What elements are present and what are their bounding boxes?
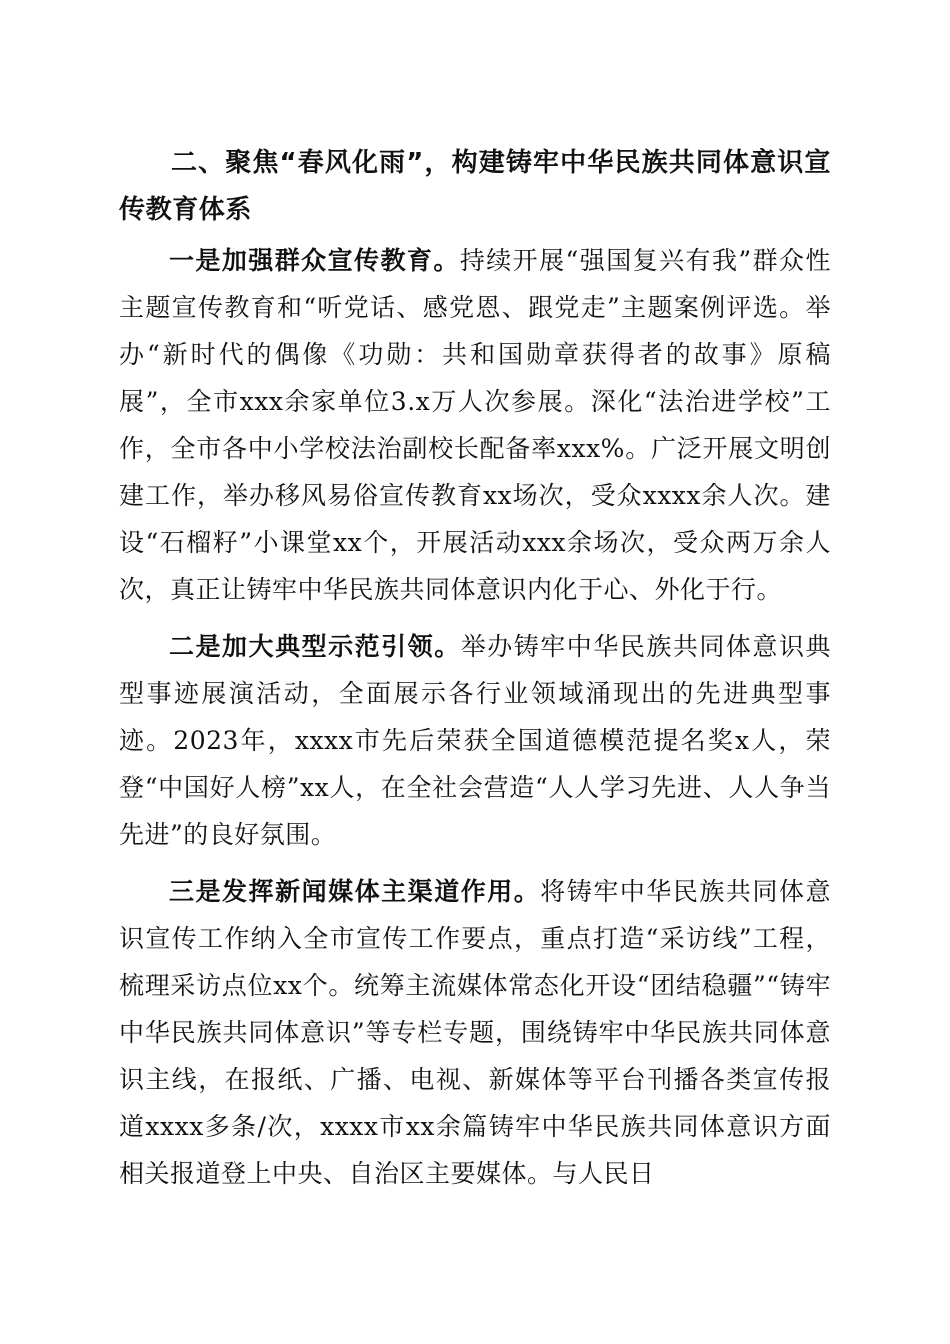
paragraph-1: [119, 237, 831, 613]
paragraph-2: [119, 623, 831, 858]
document-body: [119, 140, 831, 1207]
paragraph-3-text: 将铸牢中华民族共同体意识宣传工作纳入全市宣传工作要点，重点打造“采访线”工程，梳理采访点位xx个。统筹主流媒体常态化开设“团结稳疆”“铸牢中华民族共同体意识”等专栏专题，围绕铸牢中华民族共同体意识主线，在报纸、广播、电视、新媒体等平台刊播各类宣传报道xxxx多条/次，xxxx市xx余篇铸牢中华民族共同体意识方面相关报道登上中央、自治区主要媒体。与人民日: [119, 877, 831, 1188]
paragraph-2-text: 举办铸牢中华民族共同体意识典型事迹展演活动，全面展示各行业领域涌现出的先进典型事迹。2023年，xxxx市先后荣获全国道德模范提名奖x人，荣登“中国好人榜”xx人，在全社会营造“人人学习先进、人人争当先进”的良好氛围。: [119, 632, 831, 849]
paragraph-2-lead: 二是加大典型示范引领。: [169, 632, 461, 661]
paragraph-3-lead: 三是发挥新闻媒体主渠道作用。: [169, 877, 541, 906]
paragraph-3: [119, 868, 831, 1197]
paragraph-1-lead: 一是加强群众宣传教育。: [169, 246, 460, 275]
paragraph-1-text: 持续开展“强国复兴有我”群众性主题宣传教育和“听党话、感党恩、跟党走”主题案例评选。举办“新时代的偶像《功勋：共和国勋章获得者的故事》原稿展”，全市xxx余家单位3.x万人次参展。深化“法治进学校”工作，全市各中小学校法治副校长配备率xxx%。广泛开展文明创建工作，举办移风易俗宣传教育xx场次，受众xxxx余人次。建设“石榴籽”小课堂xx个，开展活动xxx余场次，受众两万余人次，真正让铸牢中华民族共同体意识内化于心、外化于行。: [119, 246, 831, 604]
section-heading: 二、聚焦“春风化雨”，构建铸牢中华民族共同体意识宣传教育体系: [119, 148, 831, 225]
